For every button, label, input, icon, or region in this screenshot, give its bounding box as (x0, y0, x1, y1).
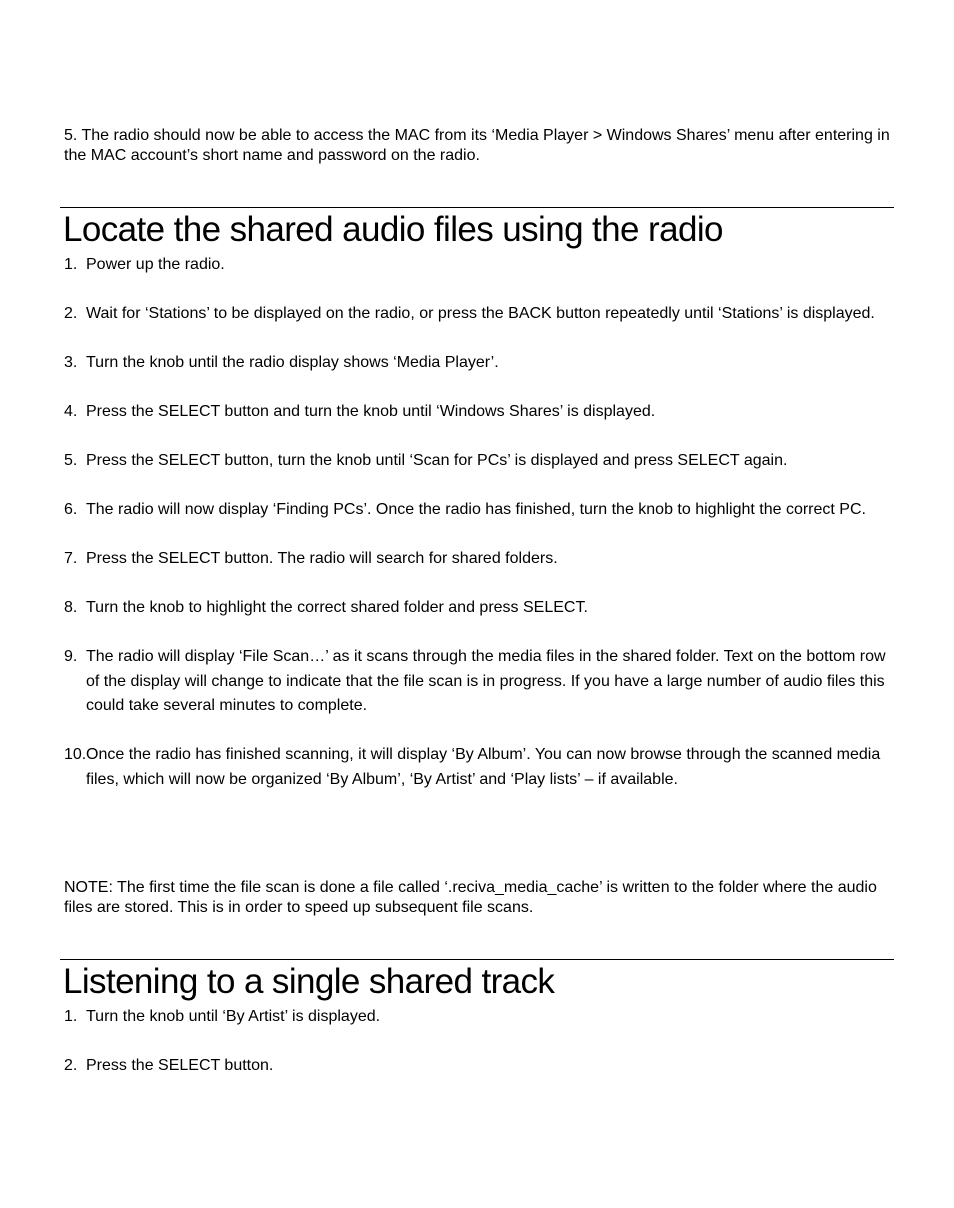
step-number: 1. (64, 1008, 78, 1025)
step-text: Press the SELECT button and turn the knob until ‘Windows Shares’ is displayed. (86, 403, 656, 420)
step-number: 4. (64, 403, 78, 420)
step-text: Press the SELECT button. The radio will search for shared folders. (86, 550, 558, 567)
list-item (64, 351, 894, 376)
step-number: 9. (64, 648, 78, 665)
section-heading-locate: Locate the shared audio files using the radio (63, 210, 723, 249)
list-item (64, 1005, 894, 1030)
section-heading-listening: Listening to a single shared track (63, 962, 555, 1001)
list-item (64, 1054, 894, 1079)
list-item (64, 547, 894, 572)
step-number: 8. (64, 599, 78, 616)
step-text: Turn the knob until ‘By Artist’ is displayed. (86, 1008, 381, 1025)
note-paragraph: NOTE: The first time the file scan is done a file called ‘.reciva_media_cache’ is written to the folder where the audio files are stored. This is in order to speed up subsequent file scans. (64, 879, 877, 916)
step-text: Once the radio has finished scanning, it will display ‘By Album’. You can now browse through the scanned media files, which will now be organized ‘By Album’, ‘By Artist’ and ‘Play lists’ – if available. (86, 746, 881, 788)
steps-list-locate (64, 253, 894, 817)
step-number: 1. (64, 256, 78, 273)
step-text: Press the SELECT button. (86, 1057, 274, 1074)
step-number: 2. (64, 305, 78, 322)
list-item (64, 645, 894, 719)
section-divider (60, 959, 894, 960)
step-text: Turn the knob until the radio display shows ‘Media Player’. (86, 354, 499, 371)
steps-list-listening (64, 1005, 894, 1103)
list-item (64, 596, 894, 621)
step-number: 10. (64, 746, 87, 763)
list-item (64, 400, 894, 425)
list-item (64, 498, 894, 523)
step-number: 5. (64, 452, 78, 469)
step-number: 2. (64, 1057, 78, 1074)
step-number: 7. (64, 550, 78, 567)
step-number: 6. (64, 501, 78, 518)
step-text: The radio will display ‘File Scan…’ as it scans through the media files in the shared folder. Text on the bottom row of the display will change to indicate that the file scan is in progress. If you have a large number of audio files this could take several minutes to complete. (86, 648, 886, 714)
list-item (64, 449, 894, 474)
list-item (64, 253, 894, 278)
step-text: Power up the radio. (86, 256, 225, 273)
intro-paragraph: 5. The radio should now be able to access the MAC from its ‘Media Player > Windows Shares’ menu after entering in the MAC account’s short name and password on the radio. (64, 127, 890, 164)
step-text: Wait for ‘Stations’ to be displayed on the radio, or press the BACK button repeatedly until ‘Stations’ is displayed. (86, 305, 875, 322)
step-text: Turn the knob to highlight the correct shared folder and press SELECT. (86, 599, 588, 616)
step-text: The radio will now display ‘Finding PCs’. Once the radio has finished, turn the knob to highlight the correct PC. (86, 501, 866, 518)
list-item (64, 302, 894, 327)
list-item (64, 743, 894, 792)
step-text: Press the SELECT button, turn the knob until ‘Scan for PCs’ is displayed and press SELECT again. (86, 452, 788, 469)
step-number: 3. (64, 354, 78, 371)
section-divider (60, 207, 894, 208)
